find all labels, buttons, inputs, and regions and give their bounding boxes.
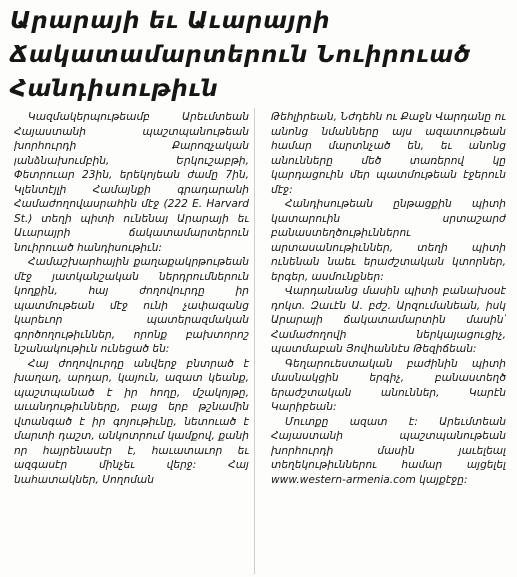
headline-line-2: Ճակատամարտերուն Նուիրուած <box>10 42 471 68</box>
article-body <box>14 110 506 574</box>
paragraph: Կազմակերպութեամբ Արեւմտեան Հայաստանի պաշտպանութեան խորհուրդի Քարոզչական յանձնախումբին, Երկուշաբթի, Փետրուար 23ին, երեկոյեան ժամը 7ին, Կլենտէյլի Համայնքի գրադարանի Համաժողովասրահին մէջ (222 E. Harvard St.) տեղի պիտի ունենայ Արարայի եւ Աւարայրի ճակատամարտերուն նուիրուած հանդիսութիւն: <box>14 111 249 254</box>
paragraph: Հանդիսութեան ընթացքին պիտի կատարուին սրտաշարժ բանաստեղծութիւններու արտասանութիւններ, տեղի պիտի ունենան նաեւ երաժշտական կտորներ, երգեր, ասմունքներ: <box>271 198 506 283</box>
paragraph: Համաշխարհային քաղաքակրթութեան մէջ յատկանշական ներդրումներուն կողքին, հայ ժողովուրդը իր պատմութեան մէջ ունի չափազանց կարեւոր պատերազմական գործողութիւններ, որոնք բախտորոշ նշանակութիւն ունեցած են: <box>14 256 249 355</box>
paragraph-continued: Թեհլիրեան, Նժդեհն ու Քաջն Վարդանը ու անոնց նմանները այս ազատութեան համար մարտնչած են, եւ անոնց անունները մեծ տառերով կը կարդացուին մեր պատմութեան էջերուն մէջ: <box>271 111 506 196</box>
paragraph: Հայ ժողովուրդը անվերջ բնտրած է խաղաղ, արդար, կայուն, ազատ կեանք, պաշտպանած է իր հողը, մշակոյթը, աւանդութիւնները, բայց երբ թշնամին վտանգած է իր գոյութիւնը, նետուած է մարտի դաշտ, անկոտրում կամքով, քանի որ հայրենասէր է, հաւատաւոր եւ ազգասէր մինչեւ վերջ: Հայ նահատակներ, Սողոման <box>14 357 249 486</box>
article-column-left <box>14 110 249 574</box>
article-headline <box>10 4 507 106</box>
headline-line-1: Արարայի եւ Աւարայրի <box>10 8 331 34</box>
headline-line-3: Հանդիսութիւն <box>10 76 219 102</box>
paragraph: Գեղարուեստական բաժինին պիտի մասնակցին երգիչ, բանաստեղծ երաժշտական անուններ, Կարէն Կարիբեան: <box>271 357 506 413</box>
paragraph: Մուտքը ազատ է: Արեւմտեան Հայաստանի պաշտպանութեան խորհուրդի մասին յաւելեալ տեղեկութիւններու համար այցելել www.western-armenia.com կայքէջը: <box>271 415 506 486</box>
paragraph: Վարդանանց մասին պիտի բանախօսէ դոկտ. Զաւէն Ա. բժշ. Արզումանեան, իսկ Արարայի ճակատամարտին մասին՝ Համաժողովի ներկայացուցիչ, պատմաբան Յովհաննէս Թեզիճեան: <box>271 285 506 355</box>
article-column-right <box>271 110 506 574</box>
